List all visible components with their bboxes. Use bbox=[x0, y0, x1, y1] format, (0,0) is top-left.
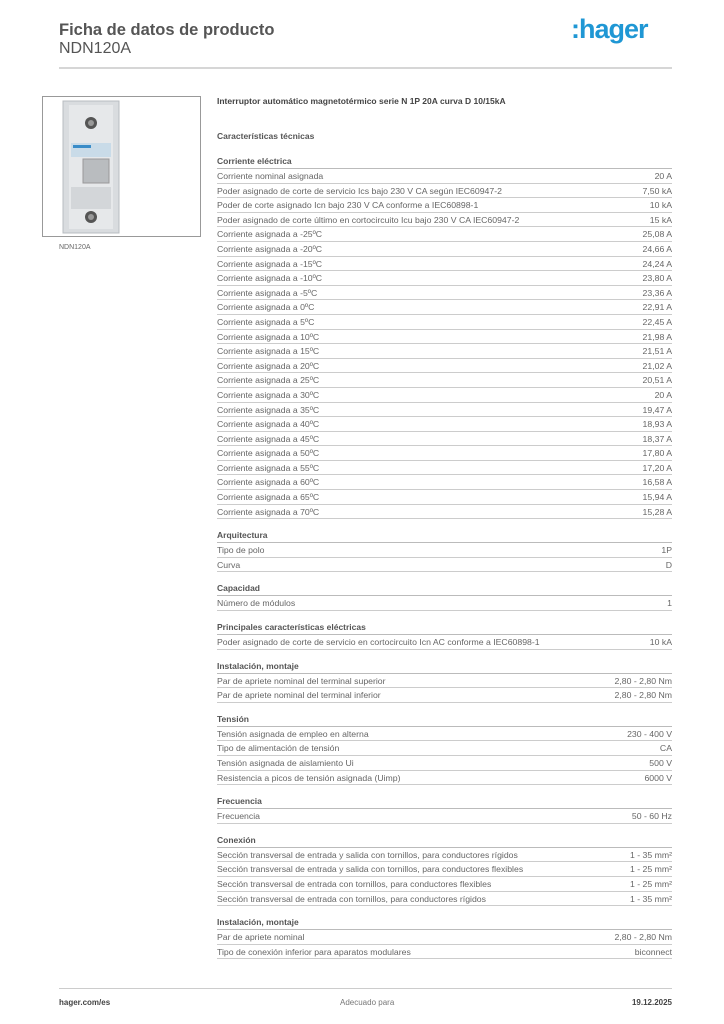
spec-label: Poder asignado de corte último en cortocircuito Icu bajo 230 V CA IEC60947-2 bbox=[217, 214, 520, 225]
spec-section bbox=[217, 582, 672, 611]
spec-row bbox=[217, 198, 672, 213]
spec-label: Tipo de conexión inferior para aparatos modulares bbox=[217, 946, 411, 957]
spec-label: Corriente asignada a 0ºC bbox=[217, 302, 315, 313]
spec-value: 21,51 A bbox=[642, 346, 672, 357]
spec-row bbox=[217, 475, 672, 490]
spec-row bbox=[217, 877, 672, 892]
spec-value: 20 A bbox=[654, 171, 672, 181]
spec-value: 24,24 A bbox=[642, 258, 672, 269]
spec-value: 2,80 - 2,80 Nm bbox=[614, 932, 672, 943]
footer-divider bbox=[59, 988, 672, 989]
spec-label: Corriente asignada a 55ºC bbox=[217, 462, 320, 473]
spec-label: Sección transversal de entrada con tornillos, para conductores rígidos bbox=[217, 893, 486, 904]
spec-value: 7,50 kA bbox=[642, 185, 672, 196]
spec-section bbox=[217, 529, 672, 572]
product-code: NDN120A bbox=[59, 40, 132, 57]
spec-label: Tensión asignada de aislamiento Ui bbox=[217, 758, 354, 768]
spec-label: Corriente asignada a -15ºC bbox=[217, 258, 323, 269]
spec-label: Par de apriete nominal del terminal inferior bbox=[217, 690, 381, 701]
spec-value: 15,28 A bbox=[642, 506, 672, 517]
spec-value: 1 - 25 mm² bbox=[630, 878, 672, 889]
spec-label: Corriente asignada a 30ºC bbox=[217, 389, 320, 400]
section-heading: Corriente eléctrica bbox=[217, 155, 672, 169]
spec-value: 15,94 A bbox=[642, 492, 672, 503]
spec-value: 23,80 A bbox=[642, 273, 672, 284]
spec-label: Par de apriete nominal bbox=[217, 932, 305, 943]
spec-value: 2,80 - 2,80 Nm bbox=[614, 690, 672, 701]
spec-row bbox=[217, 344, 672, 359]
spec-sections bbox=[217, 155, 672, 959]
image-caption: NDN120A bbox=[59, 244, 91, 251]
spec-row bbox=[217, 227, 672, 242]
spec-value: 25,08 A bbox=[642, 229, 672, 240]
spec-row bbox=[217, 543, 672, 558]
spec-section bbox=[217, 795, 672, 824]
section-heading: Conexión bbox=[217, 834, 672, 848]
spec-row bbox=[217, 169, 672, 184]
spec-value: 18,93 A bbox=[642, 419, 672, 430]
spec-label: Corriente asignada a 15ºC bbox=[217, 346, 320, 357]
spec-row bbox=[217, 635, 672, 650]
spec-section bbox=[217, 621, 672, 650]
spec-value: 22,91 A bbox=[642, 302, 672, 313]
section-heading: Principales características eléctricas bbox=[217, 621, 672, 635]
spec-section bbox=[217, 916, 672, 959]
spec-value: 10 kA bbox=[649, 200, 672, 211]
spec-row bbox=[217, 727, 672, 742]
spec-row bbox=[217, 490, 672, 505]
spec-row bbox=[217, 213, 672, 228]
hager-logo: :hager bbox=[571, 14, 648, 44]
spec-row bbox=[217, 359, 672, 374]
spec-label: Corriente asignada a 5ºC bbox=[217, 316, 315, 327]
spec-value: 1 bbox=[667, 598, 672, 609]
spec-row bbox=[217, 771, 672, 786]
spec-row bbox=[217, 388, 672, 403]
spec-label: Tipo de alimentación de tensión bbox=[217, 743, 340, 754]
spec-row bbox=[217, 505, 672, 520]
spec-row bbox=[217, 242, 672, 257]
spec-label: Frecuencia bbox=[217, 811, 260, 822]
spec-row bbox=[217, 373, 672, 388]
spec-row bbox=[217, 809, 672, 824]
footer-date: 19.12.2025 bbox=[631, 998, 672, 1007]
spec-value: CA bbox=[659, 743, 672, 754]
spec-row bbox=[217, 403, 672, 418]
spec-row bbox=[217, 330, 672, 345]
spec-label: Corriente asignada a 70ºC bbox=[217, 506, 320, 517]
spec-row bbox=[217, 446, 672, 461]
spec-label: Corriente asignada a -25ºC bbox=[217, 229, 323, 240]
spec-row bbox=[217, 930, 672, 945]
section-heading: Arquitectura bbox=[217, 529, 672, 543]
spec-value: 21,98 A bbox=[642, 331, 672, 342]
footer-website[interactable]: hager.com/es bbox=[59, 998, 111, 1007]
spec-value: 50 - 60 Hz bbox=[631, 811, 672, 822]
spec-label: Corriente asignada a -20ºC bbox=[217, 243, 323, 254]
content bbox=[217, 95, 672, 959]
spec-label: Sección transversal de entrada con tornillos, para conductores flexibles bbox=[217, 878, 492, 889]
spec-value: biconnect bbox=[634, 946, 672, 957]
spec-label: Corriente asignada a 25ºC bbox=[217, 375, 320, 386]
spec-value: 500 V bbox=[649, 758, 672, 768]
spec-row bbox=[217, 257, 672, 272]
spec-value: 15 kA bbox=[649, 214, 672, 225]
spec-label: Corriente asignada a 65ºC bbox=[217, 492, 320, 503]
spec-row bbox=[217, 286, 672, 301]
spec-value: D bbox=[665, 559, 672, 570]
spec-value: 23,36 A bbox=[642, 287, 672, 298]
spec-value: 20,51 A bbox=[642, 375, 672, 386]
spec-row bbox=[217, 945, 672, 960]
spec-label: Par de apriete nominal del terminal superior bbox=[217, 675, 386, 686]
spec-label: Corriente asignada a 50ºC bbox=[217, 448, 320, 459]
spec-label: Corriente asignada a 45ºC bbox=[217, 433, 320, 444]
spec-value: 18,37 A bbox=[642, 433, 672, 444]
spec-label: Corriente asignada a 20ºC bbox=[217, 360, 320, 371]
spec-label: Corriente asignada a 10ºC bbox=[217, 331, 320, 342]
spec-label: Poder asignado de corte de servicio en cortocircuito Icn AC conforme a IEC60898-1 bbox=[217, 637, 540, 648]
spec-row bbox=[217, 892, 672, 907]
spec-value: 20 A bbox=[654, 389, 672, 400]
header-divider bbox=[59, 67, 672, 69]
spec-label: Sección transversal de entrada y salida con tornillos, para conductores rígidos bbox=[217, 849, 518, 860]
spec-section bbox=[217, 660, 672, 703]
spec-row bbox=[217, 596, 672, 611]
spec-label: Corriente asignada a 40ºC bbox=[217, 419, 320, 430]
spec-label: Número de módulos bbox=[217, 598, 296, 609]
spec-label: Curva bbox=[217, 559, 241, 570]
spec-row bbox=[217, 558, 672, 573]
spec-value: 22,45 A bbox=[642, 316, 672, 327]
spec-row bbox=[217, 756, 672, 771]
spec-row bbox=[217, 184, 672, 199]
spec-value: 1 - 35 mm² bbox=[630, 849, 672, 860]
spec-row bbox=[217, 461, 672, 476]
spec-value: 21,02 A bbox=[642, 360, 672, 371]
spec-value: 24,66 A bbox=[642, 243, 672, 254]
spec-value: 2,80 - 2,80 Nm bbox=[614, 675, 672, 686]
spec-value: 17,80 A bbox=[642, 448, 672, 459]
product-image bbox=[42, 96, 201, 237]
spec-value: 19,47 A bbox=[642, 404, 672, 415]
spec-row bbox=[217, 741, 672, 756]
spec-value: 10 kA bbox=[649, 637, 672, 648]
section-heading: Frecuencia bbox=[217, 795, 672, 809]
spec-row bbox=[217, 271, 672, 286]
spec-value: 6000 V bbox=[644, 772, 672, 783]
spec-value: 1 - 35 mm² bbox=[630, 893, 672, 904]
footer-suitable-for: Adecuado para bbox=[340, 998, 395, 1007]
spec-row bbox=[217, 300, 672, 315]
spec-row bbox=[217, 315, 672, 330]
spec-row bbox=[217, 862, 672, 877]
spec-label: Resistencia a picos de tensión asignada (Uimp) bbox=[217, 772, 401, 783]
spec-row bbox=[217, 432, 672, 447]
spec-value: 1 - 25 mm² bbox=[630, 864, 672, 875]
spec-value: 17,20 A bbox=[642, 462, 672, 473]
section-heading: Instalación, montaje bbox=[217, 660, 672, 674]
spec-value: 16,58 A bbox=[642, 477, 672, 488]
spec-row bbox=[217, 688, 672, 703]
spec-value: 230 - 400 V bbox=[627, 728, 672, 739]
spec-label: Corriente asignada a -5ºC bbox=[217, 287, 318, 298]
spec-section bbox=[217, 713, 672, 785]
spec-section bbox=[217, 834, 672, 906]
spec-label: Corriente asignada a 60ºC bbox=[217, 477, 320, 488]
spec-row bbox=[217, 848, 672, 863]
page-title: Ficha de datos de producto bbox=[59, 21, 275, 39]
spec-label: Poder de corte asignado Icn bajo 230 V CA conforme a IEC60898-1 bbox=[217, 200, 479, 211]
spec-label: Corriente asignada a 35ºC bbox=[217, 404, 320, 415]
product-title: Interruptor automático magnetotérmico serie N 1P 20A curva D 10/15kA bbox=[217, 96, 506, 106]
spec-row bbox=[217, 417, 672, 432]
tech-heading: Características técnicas bbox=[217, 131, 315, 141]
section-heading: Instalación, montaje bbox=[217, 916, 672, 930]
spec-label: Sección transversal de entrada y salida con tornillos, para conductores flexibles bbox=[217, 864, 524, 875]
spec-label: Tipo de polo bbox=[217, 545, 265, 556]
section-heading: Tensión bbox=[217, 713, 672, 727]
spec-value: 1P bbox=[661, 545, 672, 556]
spec-label: Poder asignado de corte de servicio Ics bajo 230 V CA según IEC60947-2 bbox=[217, 185, 502, 196]
spec-label: Corriente asignada a -10ºC bbox=[217, 273, 323, 284]
spec-label: Corriente nominal asignada bbox=[217, 171, 324, 181]
spec-label: Tensión asignada de empleo en alterna bbox=[217, 728, 369, 739]
spec-row bbox=[217, 674, 672, 689]
spec-section bbox=[217, 155, 672, 519]
section-heading: Capacidad bbox=[217, 582, 672, 596]
